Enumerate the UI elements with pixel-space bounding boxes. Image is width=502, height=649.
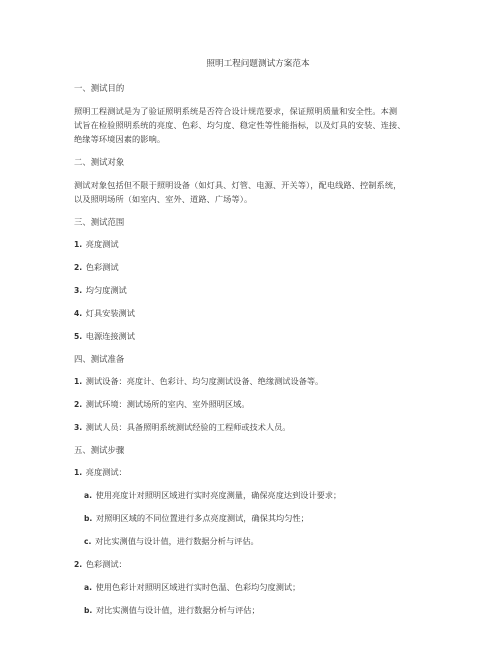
sub-step-letter: b. — [84, 606, 93, 615]
document-title: 照明工程问题测试方案范本 — [206, 59, 310, 69]
list-item — [74, 307, 442, 320]
list-text: 均匀度测试 — [83, 285, 127, 295]
list-number: 3. — [74, 423, 83, 432]
paragraph-line: 试旨在检验照明系统的亮度、色彩、均匀度、稳定性等性能指标，以及灯具的安装、连接、 — [74, 120, 406, 130]
list-item — [74, 261, 442, 274]
paragraph-line: 绝缘等环境因素的影响。 — [74, 134, 166, 144]
sub-step-item — [84, 581, 442, 594]
list-text: 灯具安装测试 — [83, 308, 135, 318]
sub-step-letter: a. — [84, 491, 93, 500]
list-number: 1. — [74, 377, 83, 386]
list-item — [74, 398, 442, 411]
section-heading-preparation: 四、测试准备 — [74, 354, 125, 364]
paragraph-line: 测试对象包括但不限于照明设备（如灯具、灯管、电源、开关等），配电线路、控制系统， — [74, 180, 402, 190]
paragraph-objects — [74, 178, 442, 206]
paragraph-line: 照明工程测试是为了验证照明系统是否符合设计规范要求，保证照明质量和安全性。本测 — [74, 106, 398, 116]
list-item — [74, 284, 442, 297]
list-number: 2. — [74, 263, 83, 272]
sub-step-item — [84, 604, 442, 617]
list-number: 5. — [74, 332, 83, 341]
list-text: 色彩测试 — [83, 262, 119, 272]
list-text: 测试环境：测试场所的室内、室外照明区域。 — [83, 399, 250, 409]
section-heading-scope: 三、测试范围 — [74, 217, 125, 227]
list-number: 1. — [74, 240, 83, 249]
list-number: 2. — [74, 560, 83, 569]
paragraph-line: 以及照明场所（如室内、室外、道路、广场等）。 — [74, 194, 253, 204]
step-item — [74, 466, 442, 479]
sub-step-item — [84, 512, 442, 525]
step-item — [74, 558, 442, 571]
paragraph-purpose — [74, 104, 442, 146]
sub-step-text: 对比实测值与设计值，进行数据分析与评估； — [93, 605, 260, 615]
list-number: 2. — [74, 400, 83, 409]
list-item — [74, 421, 442, 434]
sub-step-text: 对照明区域的不同位置进行多点亮度测试，确保其均匀性； — [93, 513, 309, 523]
list-number: 1. — [74, 468, 83, 477]
list-number: 4. — [74, 309, 83, 318]
section-heading-purpose: 一、测试目的 — [74, 83, 125, 93]
sub-step-item — [84, 535, 442, 548]
sub-step-letter: b. — [84, 514, 93, 523]
list-text: 亮度测试 — [83, 239, 119, 249]
sub-step-text: 使用色彩计对照明区域进行实时色温、色彩均匀度测试； — [93, 582, 301, 592]
section-heading-steps: 五、测试步骤 — [74, 445, 125, 455]
list-item — [74, 238, 442, 251]
sub-step-text: 对比实测值与设计值，进行数据分析与评估。 — [92, 536, 259, 546]
sub-step-letter: a. — [84, 583, 93, 592]
list-number: 3. — [74, 286, 83, 295]
list-text: 测试人员：具备照明系统测试经验的工程师或技术人员。 — [83, 422, 291, 432]
sub-step-letter: c. — [84, 537, 92, 546]
sub-step-item — [84, 489, 442, 502]
list-item — [74, 330, 442, 343]
sub-step-text: 使用亮度计对照明区域进行实时亮度测量，确保亮度达到设计要求； — [93, 490, 342, 500]
list-text: 亮度测试： — [83, 467, 127, 477]
list-item — [74, 375, 442, 388]
section-heading-objects: 二、测试对象 — [74, 157, 125, 167]
list-text: 电源连接测试 — [83, 331, 135, 341]
list-text: 色彩测试： — [83, 559, 127, 569]
list-text: 测试设备：亮度计、色彩计、均匀度测试设备、绝缘测试设备等。 — [83, 376, 324, 386]
